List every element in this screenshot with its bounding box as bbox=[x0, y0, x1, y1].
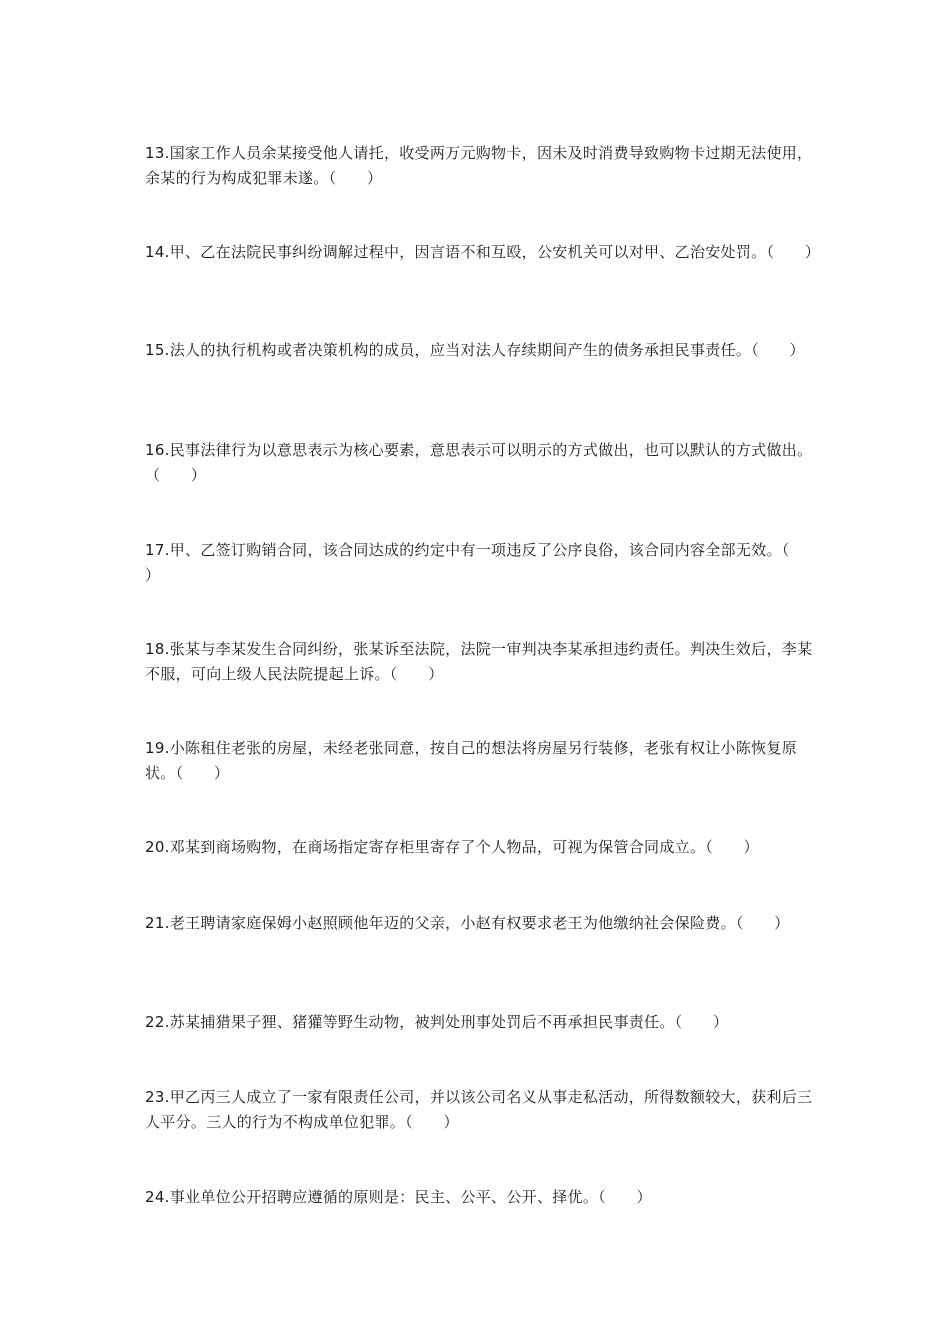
question-17: 17.甲、乙签订购销合同，该合同达成的约定中有一项违反了公序良俗，该合同内容全部无效。（ ） bbox=[145, 541, 821, 584]
question-18: 18.张某与李某发生合同纠纷，张某诉至法院，法院一审判决李某承担违约责任。判决生效后，李某不服，可向上级人民法院提起上诉。（ ） bbox=[145, 640, 813, 683]
question-24: 24.事业单位公开招聘应遵循的原则是：民主、公平、公开、择优。（ ） bbox=[145, 1188, 652, 1206]
question-19: 19.小陈租住老张的房屋，未经老张同意，按自己的想法将房屋另行装修，老张有权让小陈恢复原状。（ ） bbox=[145, 739, 798, 782]
question-22: 22.苏某捕猎果子狸、猪獾等野生动物，被判处刑事处罚后不再承担民事责任。（ ） bbox=[145, 1013, 729, 1031]
question-15: 15.法人的执行机构或者决策机构的成员，应当对法人存续期间产生的债务承担民事责任。（ ） bbox=[145, 341, 805, 359]
question-13: 13.国家工作人员余某接受他人请托，收受两万元购物卡，因未及时消费导致购物卡过期无法使用，余某的行为构成犯罪未遂。（ ） bbox=[145, 144, 813, 187]
question-21: 21.老王聘请家庭保姆小赵照顾他年迈的父亲，小赵有权要求老王为他缴纳社会保险费。（ ） bbox=[145, 914, 790, 932]
question-14: 14.甲、乙在法院民事纠纷调解过程中，因言语不和互殴，公安机关可以对甲、乙治安处罚。（ ） bbox=[145, 243, 821, 261]
question-16: 16.民事法律行为以意思表示为核心要素，意思表示可以明示的方式做出，也可以默认的方式做出。（ ） bbox=[145, 441, 813, 484]
question-23: 23.甲乙丙三人成立了一家有限责任公司，并以该公司名义从事走私活动，所得数额较大，获利后三人平分。三人的行为不构成单位犯罪。（ ） bbox=[145, 1088, 813, 1131]
question-20: 20.邓某到商场购物，在商场指定寄存柜里寄存了个人物品，可视为保管合同成立。（ ） bbox=[145, 838, 759, 856]
